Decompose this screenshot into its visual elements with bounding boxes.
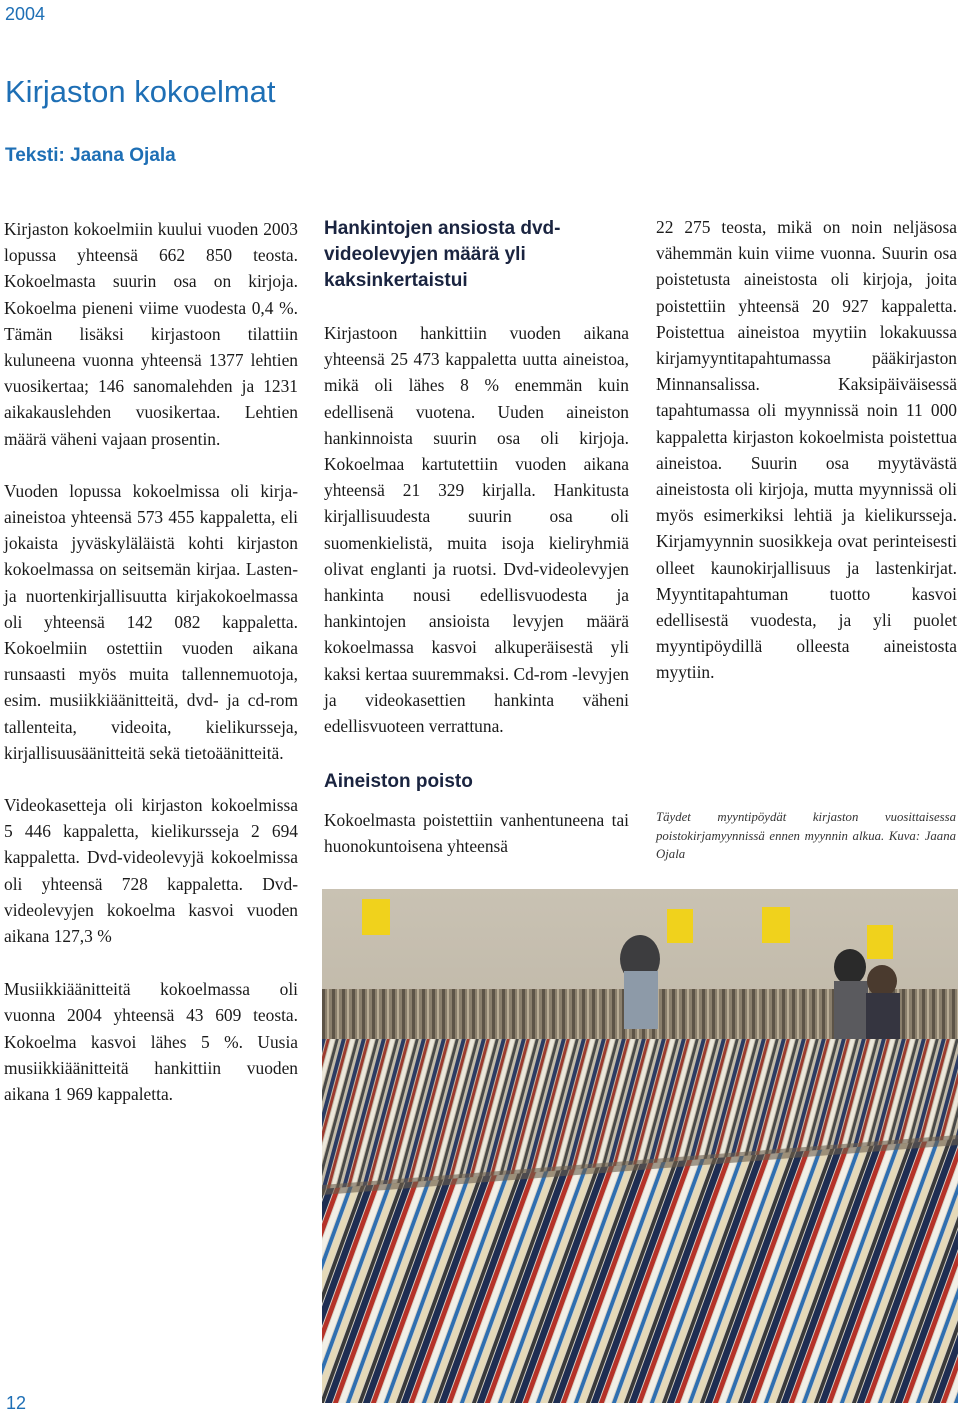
- article-column-1: [4, 216, 298, 1107]
- paragraph: Videokasetteja oli kirjaston kokoelmissa 5 446 kappaletta, kielikursseja 2 694 kappaletta. Dvd-videolevyjä kokoelmissa oli yhteensä 728 kappaletta. Dvd-videolevyjen kokoelma kasvoi vuoden aikana 127,3 %: [4, 795, 298, 947]
- page-number: 12: [6, 1393, 27, 1413]
- paragraph: Kirjaston kokoelmiin kuului vuoden 2003 lopussa yhteensä 662 850 teosta. Kokoelmasta suurin osa on kirjoja. Kokoelma pieneni viime vuodesta 0,4 %. Tämän lisäksi kirjastoon tilattiin kuluneena vuonna yhteensä 1377 lehtien vuosikertaa; 146 sanomalehden ja 1231 aikakauslehden vuosikertaa. Lehtien määrä väheni vajaan prosentin.: [4, 219, 298, 449]
- section-heading: Aineiston poisto: [324, 771, 473, 793]
- paragraph: Vuoden lopussa kokoelmissa oli kirja-aineistoa yhteensä 573 455 kappaletta, eli jokaista jyväskyläläistä kohti kirjaston kokoelmassa on seitsemän kirjaa. Lasten- ja nuortenkirjallisuutta kirjakokoelmassa oli yhteensä 142 082 kappaletta. Kokoelmiin ostettiin vuoden aikana runsaasti myös muita tallennemuotoja, esim. musiikkiäänitteitä, dvd- ja cd-rom tallenteita, videoita, kielikursseja, kirjallisuusäänitteitä sekä tietoäänitteitä.: [4, 480, 298, 763]
- page-title: Kirjaston kokoelmat: [5, 74, 276, 109]
- article-column-2: [324, 216, 629, 860]
- paragraph: Kirjastoon hankittiin vuoden aikana yhteensä 25 473 kappaletta uutta aineistoa, mikä oli lähes 8 % enemmän kuin edellisenä vuotena. Uuden aineiston hankinnoista suurin osa oli kirjoja. Kokoelmaa kartutettiin vuoden aikana yhteensä 21 329 kirjalla. Hankitusta kirjallisuudesta suurin osa oli suomenkielistä, muita isoja kieliryhmiä olivat englanti ja ruotsi. Dvd-videolevyjen hankinta nousi edellisvuodesta ja hankintojen ansioista levyjen määrä kokoelmassa kasvoi alkuperäisestä yli kaksi kertaa suuremmaksi. Cd-rom -levyjen ja videokasettien hankinta väheni edellisvuoteen verrattuna.: [324, 323, 629, 737]
- photo-caption: Täydet myyntipöydät kirjaston vuosittaisessa poistokirjamyynnissä ennen myynnin alkua. Kuva: Jaana Ojala: [656, 810, 956, 861]
- section-heading: Hankintojen ansiosta dvd- videolevyjen määrä yli kaksinkertaistui: [324, 218, 561, 291]
- paragraph: 22 275 teosta, mikä on noin neljäsosa vähemmän kuin viime vuonna. Suurin osa poistetusta aineistosta oli kirjoja, joita poistettiin yhteensä 20 927 kappaletta. Poistettua aineistoa myytiin lokakuussa kirjamyyntitapahtumassa pääkirjaston Minnansalissa. Kaksipäiväisessä tapahtumassa oli myynnissä noin 11 000 kappaletta kirjaston kokoelmista poistettua aineistoa. Suurin osa myytävästä aineistosta oli kirjoja, mutta myynnissä oli myös esimerkiksi lehtiä ja kielikursseja. Kirjamyynnin suosikkeja ovat perinteisesti olleet kaunokirjallisuus ja lastenkirjat. Myyntitapahtuman tuotto kasvoi edellisestä vuodesta, ja yli puolet myyntipöydillä olleesta aineistosta myytiin.: [656, 217, 957, 683]
- article-column-3: [656, 214, 957, 686]
- book-sale-photo: [322, 889, 958, 1403]
- year-label: 2004: [5, 4, 46, 24]
- author-byline: Teksti: Jaana Ojala: [5, 145, 176, 166]
- paragraph: Kokoelmasta poistettiin vanhentuneena tai huonokuntoisena yhteensä: [324, 810, 629, 857]
- paragraph: Musiikkiäänitteitä kokoelmassa oli vuonna 2004 yhteensä 43 609 teosta. Kokoelma kasvoi lähes 5 %. Uusia musiikkiäänitteitä hankittiin vuoden aikana 1 969 kappaletta.: [4, 979, 298, 1105]
